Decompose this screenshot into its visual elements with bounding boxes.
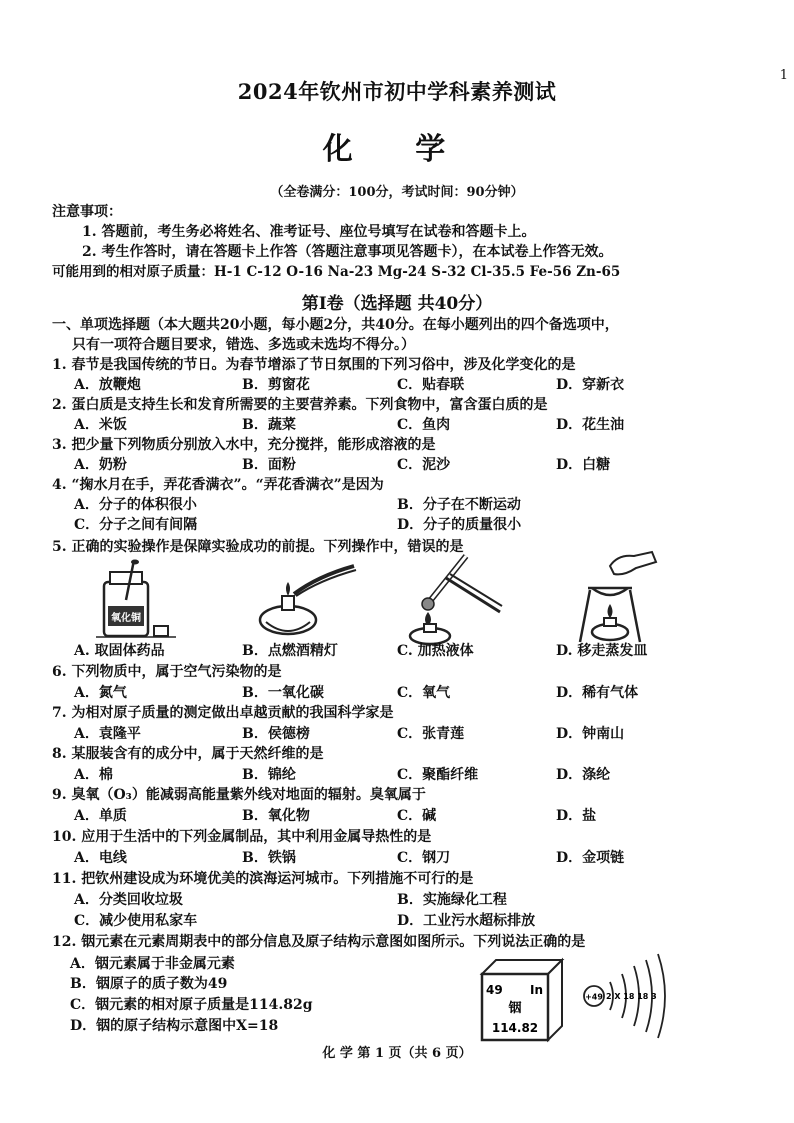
option-b: B．点燃酒精灯 bbox=[242, 643, 338, 659]
option-c: C．泥沙 bbox=[397, 457, 451, 473]
option-b: B．铁锅 bbox=[242, 850, 296, 866]
figure-solid-reagent bbox=[96, 560, 186, 640]
atomic-structure-diagram bbox=[580, 952, 676, 1040]
question-stem: 10. 应用于生活中的下列金属制品，其中利用金属导热性的是 bbox=[52, 829, 432, 845]
option-d: D．稀有气体 bbox=[556, 685, 639, 701]
atomic-number: 49 bbox=[486, 983, 503, 997]
option-c: C．减少使用私家车 bbox=[74, 913, 198, 929]
nucleus-charge: +49 bbox=[585, 992, 603, 1002]
option-b: B．氧化物 bbox=[242, 808, 310, 824]
option-a: A．单质 bbox=[74, 808, 127, 824]
exam-info: （全卷满分：100分，考试时间：90分钟） bbox=[270, 185, 524, 200]
option-b: B．铟原子的质子数为49 bbox=[70, 976, 228, 992]
element-name: 铟 bbox=[508, 1001, 522, 1016]
page-footer: 化 学 第 1 页（共 6 页） bbox=[322, 1046, 472, 1061]
exam-title: 2024年钦州市初中学科素养测试 bbox=[237, 79, 557, 104]
question-stem: 8. 某服装含有的成分中，属于天然纤维的是 bbox=[52, 746, 324, 762]
option-d: D．盐 bbox=[556, 808, 597, 824]
option-a: A．氮气 bbox=[74, 685, 127, 701]
option-d: D．花生油 bbox=[556, 417, 625, 433]
notice-item-1: 1. 答题前，考生务必将姓名、准考证号、座位号填写在试卷和答题卡上。 bbox=[82, 224, 536, 240]
option-d: D．金项链 bbox=[556, 850, 625, 866]
option-d: D．工业污水超标排放 bbox=[397, 913, 536, 929]
question-stem: 6. 下列物质中，属于空气污染物的是 bbox=[52, 664, 282, 680]
option-b: B．蔬菜 bbox=[242, 417, 296, 433]
question-stem: 2. 蛋白质是支持生长和发育所需要的主要营养素。下列食物中，富含蛋白质的是 bbox=[52, 397, 548, 413]
option-d: D. 移走蒸发皿 bbox=[556, 643, 648, 659]
option-d: D．钟南山 bbox=[556, 726, 625, 742]
question-stem: 1. 春节是我国传统的节日。为春节增添了节日氛围的下列习俗中，涉及化学变化的是 bbox=[52, 357, 576, 373]
option-a: A．分子的体积很小 bbox=[74, 497, 197, 513]
question-stem: 3. 把少量下列物质分别放入水中，充分搅拌，能形成溶液的是 bbox=[52, 437, 436, 453]
option-d: D．铟的原子结构示意图中X=18 bbox=[70, 1018, 279, 1034]
option-a: A．放鞭炮 bbox=[74, 377, 141, 393]
option-c: C. 加热液体 bbox=[397, 643, 474, 659]
option-b: B．一氧化碳 bbox=[242, 685, 324, 701]
atomic-mass: 114.82 bbox=[491, 1021, 539, 1035]
notice-item-2: 2. 考生作答时，请在答题卡上作答（答题注意事项见答题卡），在本试卷上作答无效。 bbox=[82, 244, 613, 260]
option-b: B．面粉 bbox=[242, 457, 296, 473]
section-instruction-1: 一、单项选择题（本大题共20小题，每小题2分，共40分。在每小题列出的四个备选项中， bbox=[52, 317, 619, 333]
option-a: A．米饭 bbox=[74, 417, 127, 433]
subject-title: 化 学 bbox=[322, 132, 472, 167]
option-b: B．分子在不断运动 bbox=[397, 497, 521, 513]
option-c: C．碱 bbox=[397, 808, 437, 824]
corner-page-number: 1 bbox=[779, 68, 788, 83]
notice-heading: 注意事项： bbox=[52, 204, 122, 220]
option-c: C．张青莲 bbox=[397, 726, 465, 742]
option-b: B．剪窗花 bbox=[242, 377, 310, 393]
option-d: D．穿新衣 bbox=[556, 377, 625, 393]
option-a: A．袁隆平 bbox=[74, 726, 141, 742]
atomic-masses: 可能用到的相对原子质量：H-1 C-12 O-16 Na-23 Mg-24 S-32 Cl-35.5 Fe-56 Zn-65 bbox=[52, 264, 621, 280]
electron-shells: 2 X 18 18 3 bbox=[606, 992, 657, 1001]
question-stem: 12. 铟元素在元素周期表中的部分信息及原子结构示意图如图所示。下列说法正确的是 bbox=[52, 934, 586, 950]
section-title: 第Ⅰ卷（选择题 共40分） bbox=[301, 294, 493, 314]
question-stem: 9. 臭氧（O₃）能减弱高能量紫外线对地面的辐射。臭氧属于 bbox=[52, 787, 426, 803]
option-a: A．分类回收垃圾 bbox=[74, 892, 183, 908]
option-c: C．聚酯纤维 bbox=[397, 767, 479, 783]
option-b: B．实施绿化工程 bbox=[397, 892, 507, 908]
question-stem: 11. 把钦州建设成为环境优美的滨海运河城市。下列措施不可行的是 bbox=[52, 871, 474, 887]
option-b: B．侯德榜 bbox=[242, 726, 310, 742]
option-c: C．分子之间有间隔 bbox=[74, 517, 198, 533]
option-a: A. 取固体药品 bbox=[74, 643, 165, 659]
option-c: C．贴春联 bbox=[397, 377, 465, 393]
option-d: D．涤纶 bbox=[556, 767, 611, 783]
option-d: D．分子的质量很小 bbox=[397, 517, 522, 533]
question-stem: 7. 为相对原子质量的测定做出卓越贡献的我国科学家是 bbox=[52, 705, 394, 721]
question-stem: 4. “掬水月在手，弄花香满衣”。“弄花香满衣”是因为 bbox=[52, 477, 384, 493]
element-symbol: In bbox=[530, 983, 544, 997]
option-d: D．白糖 bbox=[556, 457, 611, 473]
figure-alcohol-lamp bbox=[258, 566, 358, 642]
option-a: A．奶粉 bbox=[74, 457, 127, 473]
figure-heating-liquid bbox=[406, 556, 506, 646]
option-a: A．电线 bbox=[74, 850, 127, 866]
bottle-label: 氧化铜 bbox=[111, 613, 141, 624]
question-stem: 5. 正确的实验操作是保障实验成功的前提。下列操作中，错误的是 bbox=[52, 539, 464, 555]
periodic-table-cell bbox=[476, 952, 566, 1042]
option-c: C．氧气 bbox=[397, 685, 451, 701]
option-c: C．铟元素的相对原子质量是114.82g bbox=[70, 997, 313, 1013]
option-a: A．铟元素属于非金属元素 bbox=[70, 956, 235, 972]
section-instruction-2: 只有一项符合题目要求，错选、多选或未选均不得分。） bbox=[72, 337, 415, 353]
option-b: B．锦纶 bbox=[242, 767, 296, 783]
option-a: A．棉 bbox=[74, 767, 113, 783]
option-c: C．鱼肉 bbox=[397, 417, 451, 433]
option-c: C．钢刀 bbox=[397, 850, 451, 866]
figure-evaporating-dish bbox=[570, 552, 670, 646]
